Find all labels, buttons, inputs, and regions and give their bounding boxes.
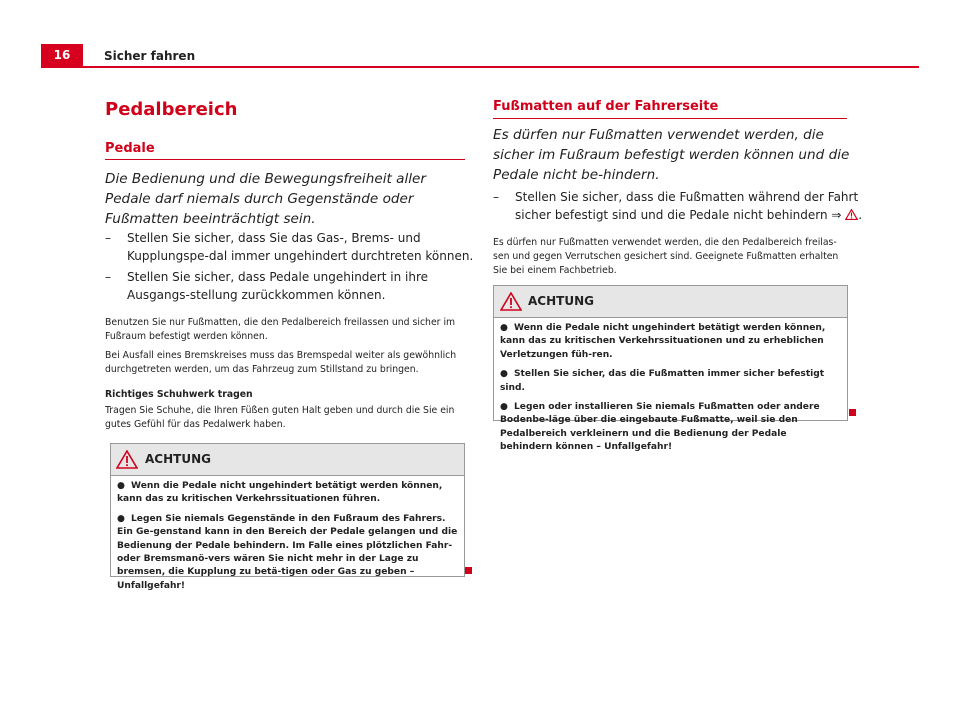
- dash-marker: –: [105, 231, 111, 245]
- end-of-section-marker: [849, 409, 856, 416]
- body-paragraph: Bei Ausfall eines Bremskreises muss das Bremspedal weiter als gewöhnlich durchgetreten werden, um das Fahrzeug zum Stillstand zu bringen.: [105, 350, 457, 375]
- instruction-item: [105, 229, 477, 265]
- instruction-end: .: [858, 208, 863, 222]
- warning-item-text: Wenn die Pedale nicht ungehindert betätigt werden können, kann das zu kritischen Verkehrssituationen und zu erheblichen Verletzungen füh-ren.: [500, 323, 826, 360]
- header-divider: [41, 66, 919, 68]
- page-number: 16: [53, 48, 71, 62]
- instruction-text: Stellen Sie sicher, dass Sie das Gas-, Brems- und Kupplungspe-dal immer ungehindert durchtreten können.: [127, 231, 474, 263]
- instruction-text: Stellen Sie sicher, dass Pedale ungehindert in ihre Ausgangs-stellung zurückkommen können.: [127, 270, 428, 302]
- bullet-marker: ●: [500, 402, 508, 413]
- warning-reference-icon[interactable]: [845, 209, 858, 220]
- chapter-title: Sicher fahren: [104, 49, 196, 63]
- warning-triangle-icon: [500, 292, 522, 311]
- warning-header: [494, 286, 847, 318]
- warning-header: [111, 444, 464, 476]
- warning-item: [500, 322, 841, 362]
- bullet-marker: ●: [500, 323, 508, 333]
- dash-marker: –: [105, 270, 111, 284]
- instruction-text: Stellen Sie sicher, dass die Fußmatten während der Fahrt sicher befestigt sind und die Pedale nicht behindern ⇒: [515, 190, 859, 222]
- section-divider: [493, 118, 847, 119]
- dash-marker: –: [493, 190, 499, 204]
- warning-item-text: Stellen Sie sicher, das die Fußmatten immer sicher befestigt sind.: [500, 369, 825, 393]
- warning-box-fussmatten: [493, 285, 848, 453]
- subsection-title-pedale: Pedale: [105, 141, 155, 156]
- bullet-marker: ●: [117, 481, 125, 491]
- body-paragraph: Benutzen Sie nur Fußmatten, die den Pedalbereich freilassen und sicher im Fußraum befestigt werden können.: [105, 317, 456, 342]
- subsection-divider: [105, 159, 465, 160]
- intro-text-left: Die Bedienung und die Bewegungsfreiheit aller Pedale darf niemals durch Gegenstände oder Fußmatten beeinträchtigt sein.: [105, 171, 426, 227]
- warning-item-text: Wenn die Pedale nicht ungehindert betätigt werden können, kann das zu kritischen Verkehrssituationen führen.: [117, 481, 443, 505]
- warning-box-pedale: [110, 443, 465, 591]
- warning-item: [500, 368, 841, 395]
- body-paragraph: Tragen Sie Schuhe, die Ihren Füßen guten Halt geben und durch die Sie ein gutes Gefühl für das Pedalwerk haben.: [105, 405, 455, 430]
- section-title-fussmatten: Fußmatten auf der Fahrerseite: [493, 99, 719, 114]
- warning-body: [494, 318, 847, 455]
- warning-body: [111, 476, 464, 593]
- warning-triangle-icon: [116, 450, 138, 469]
- bullet-marker: ●: [500, 369, 508, 380]
- warning-item: [117, 480, 458, 507]
- instruction-item: [105, 268, 477, 304]
- warning-title: ACHTUNG: [145, 452, 211, 466]
- instruction-item: [493, 188, 875, 224]
- warning-title: ACHTUNG: [528, 294, 594, 308]
- warning-item-text: Legen Sie niemals Gegenstände in den Fußraum des Fahrers. Ein Ge-genstand kann in den Bereich der Pedale gelangen und die Bedienung der Pedale behindern. Im Falle eines plötzlichen Fahr- oder Bremsmanö-vers wären Sie nicht mehr in der Lage zu bremsen, die Kupplung zu betä-tigen oder Gas zu geben – Unfallgefahr!: [117, 513, 458, 591]
- warning-item: [500, 401, 841, 455]
- section-title-pedalbereich: Pedalbereich: [105, 99, 238, 120]
- warning-item: [117, 513, 458, 593]
- bullet-marker: ●: [117, 513, 125, 524]
- warning-item-text: Legen oder installieren Sie niemals Fußmatten oder andere Bodenbe-läge über die eingebaute Fußmatte, weil sie den Pedalbereich verkleinern und die Bedienung der Pedale behindern können – Unfallgefahr!: [500, 402, 820, 453]
- end-of-section-marker: [465, 567, 472, 574]
- paragraph-heading: Richtiges Schuhwerk tragen: [105, 389, 253, 400]
- intro-text-right: Es dürfen nur Fußmatten verwendet werden, die sicher im Fußraum befestigt werden können und die Pedale nicht be-hindern.: [493, 127, 850, 183]
- body-paragraph: Es dürfen nur Fußmatten verwendet werden, die den Pedalbereich freilas-sen und gegen Verrutschen gesichert sind. Geeignete Fußmatten erhalten Sie bei einem Fachbetrieb.: [493, 237, 839, 276]
